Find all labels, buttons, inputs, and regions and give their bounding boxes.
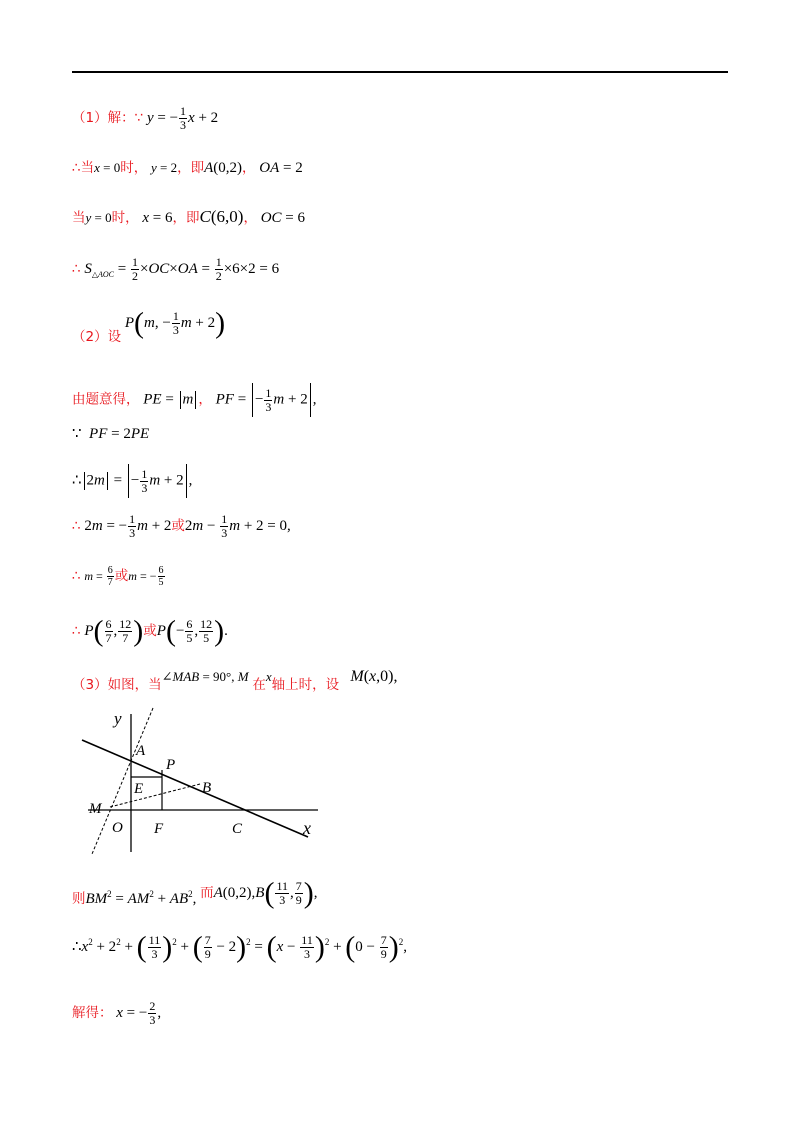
label-y: y [114,709,122,728]
part2-label: （2）设 [72,328,122,345]
label-f: F [154,821,164,837]
label-e: E [134,781,144,797]
label-a: A [136,743,146,759]
part3-line3: $\therefore x^2 + 2^2$ + ( $\frac{11}{3}$ )$^2$ + ( $\frac{7}{9}$ − 2)$^2$ = (x − $\frac{11}{3}$ )$^2$ + (0 − $\frac{7}{9}$ )$^2$, [72,930,408,964]
part1-line4: ∴ $S_{\triangle AOC}$ = $\frac{1}{2}$ ×OC×OA = $\frac{1}{2}$ ×6×2 = 6 [72,255,280,283]
label-c: C [232,821,243,837]
part2-line1: （2）设 P(m, − $\frac{1}{3}$ m + 2) [72,306,226,345]
part3-line2: 则$BM^2 = AM^2 + AB^2$, 而A(0,2),B( $\frac{11}{3}$ , $\frac{7}{9}$ ), [72,876,318,910]
label-x: x [303,818,311,838]
part2-line2: 由题意得， PE = m ， PF = − $\frac{1}{3}$ m + 2 , [72,383,316,417]
label-o: O [112,820,123,836]
label-m: M [89,801,102,817]
part1-label: （1）解：∵ [72,109,144,126]
part1-line1: （1）解：∵ y = − $\frac{1}{3}$ x + 2 [72,104,219,132]
label-b: B [202,780,212,796]
part1-line3: 当y = 0时， x = 6，即C(6,0)， OC = 6 [72,207,305,226]
part2-line4: ∴ 2m = − $\frac{1}{3}$ m + 2 , [72,464,192,498]
label-p: P [166,757,176,773]
part3-line1: （3）如图，当∠MAB = 90°, M 在x轴上时，设 M(x,0), [72,668,398,693]
line-mb [110,784,200,807]
part1-line2: ∴当x = 0时， y = 2，即A(0,2)， OA = 2 [72,160,303,176]
part2-line3: ∵ PF = 2PE [72,426,150,442]
header-rule [72,71,728,73]
coordinate-diagram [80,704,330,854]
part3-label: （3）如图，当 [72,677,162,693]
part2-line5: ∴ 2m = − $\frac{1}{3}$ m + 2或2m − $\frac{1}{3}$ m + 2 = 0, [72,512,291,540]
part3-line4: 解得： x = − $\frac{2}{3}$ , [72,999,162,1027]
part2-line7: ∴ P( $\frac{6}{7}$ , $\frac{12}{7}$ )或P(− $\frac{6}{5}$ , $\frac{12}{5}$ ). [72,614,228,648]
part2-line6: ∴ m = $\frac{6}{7}$ 或m = − $\frac{6}{5}$ [72,565,164,588]
